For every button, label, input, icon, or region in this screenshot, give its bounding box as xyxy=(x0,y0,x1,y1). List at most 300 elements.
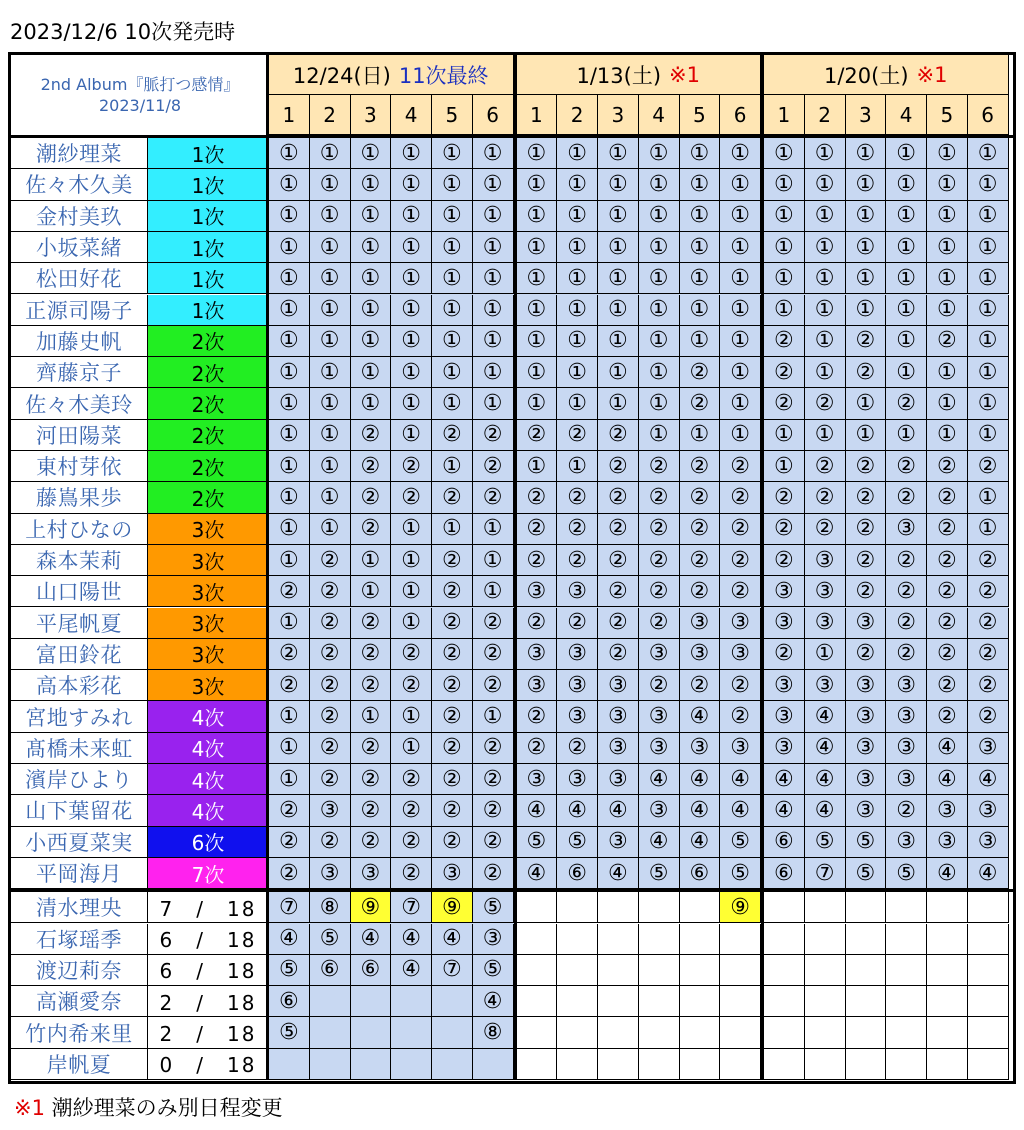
slot-value: ② xyxy=(269,670,310,701)
slot-value: ① xyxy=(391,576,432,607)
slot-value: ① xyxy=(764,451,805,482)
slot-value: ② xyxy=(720,482,761,513)
slot-value: ⑧ xyxy=(310,892,351,923)
slot-value: ① xyxy=(269,420,310,451)
slot-value: ③ xyxy=(764,576,805,607)
member-generation: 3次 xyxy=(148,514,269,545)
member-generation: 3次 xyxy=(148,608,269,639)
slot-value: ① xyxy=(927,420,968,451)
slot-value: ① xyxy=(720,357,761,388)
slot-value: ① xyxy=(639,201,680,232)
slot-value: ③ xyxy=(968,795,1009,826)
slot-value: ④ xyxy=(968,764,1009,795)
slot-value: ① xyxy=(351,263,392,294)
slot-value: ① xyxy=(269,169,310,200)
slot-value: ③ xyxy=(927,795,968,826)
slot-value: ② xyxy=(517,608,558,639)
slot-value: ② xyxy=(473,764,514,795)
slot-value: ① xyxy=(805,169,846,200)
slot-value: ② xyxy=(764,514,805,545)
slot-value xyxy=(680,924,721,955)
attendance-count: 7 / 18 xyxy=(148,892,269,923)
slot-value: ② xyxy=(805,514,846,545)
slot-value: ⑤ xyxy=(517,827,558,858)
slot-value: ④ xyxy=(639,764,680,795)
slot-value xyxy=(639,924,680,955)
slot-value xyxy=(639,1017,680,1048)
slot-value: ② xyxy=(639,576,680,607)
slot-value xyxy=(927,924,968,955)
slot-value: ① xyxy=(639,295,680,326)
slot-value: ③ xyxy=(517,576,558,607)
slot-value: ② xyxy=(927,576,968,607)
member-name: 藤嶌果歩 xyxy=(11,482,148,513)
slot-value: ③ xyxy=(720,608,761,639)
slot-value: ① xyxy=(517,232,558,263)
slot-value: ① xyxy=(557,169,598,200)
slot-value: ① xyxy=(517,263,558,294)
slot-value: ① xyxy=(310,482,351,513)
slot-value: ① xyxy=(432,357,473,388)
slot-value: ④ xyxy=(517,858,558,889)
slot-value: ① xyxy=(680,232,721,263)
slot-value: ② xyxy=(846,451,887,482)
slot-value xyxy=(680,955,721,986)
slot-value xyxy=(886,892,927,923)
slot-value: ① xyxy=(846,388,887,419)
slot-value: ② xyxy=(598,514,639,545)
slot-value: ② xyxy=(473,795,514,826)
slot-value: ③ xyxy=(886,670,927,701)
slot-value: ② xyxy=(391,795,432,826)
slot-value: ② xyxy=(432,795,473,826)
slot-value: ① xyxy=(720,232,761,263)
slot-value: ② xyxy=(432,608,473,639)
album-header xyxy=(11,55,269,135)
slot-value: ② xyxy=(391,858,432,889)
member-generation: 1次 xyxy=(148,138,269,169)
slot-value: ② xyxy=(886,576,927,607)
slot-value: ① xyxy=(927,263,968,294)
slot-value: ① xyxy=(598,232,639,263)
slot-value: ① xyxy=(968,138,1009,169)
slot-value: ② xyxy=(473,420,514,451)
slot-value xyxy=(764,955,805,986)
slot-value: ④ xyxy=(764,764,805,795)
slot-value: ① xyxy=(517,326,558,357)
slot-value: ② xyxy=(927,451,968,482)
slot-value: ① xyxy=(391,295,432,326)
slot-value xyxy=(764,986,805,1017)
slot-value: ② xyxy=(432,576,473,607)
slot-value: ③ xyxy=(473,924,514,955)
slot-value: ③ xyxy=(598,764,639,795)
slot-value: ① xyxy=(473,576,514,607)
slot-value: ① xyxy=(391,608,432,639)
slot-value: ② xyxy=(557,482,598,513)
slot-number: 1 xyxy=(517,95,558,135)
slot-value: ② xyxy=(846,482,887,513)
slot-value: ① xyxy=(432,388,473,419)
slot-value xyxy=(720,955,761,986)
slot-value: ② xyxy=(846,326,887,357)
slot-value: ① xyxy=(269,764,310,795)
slot-value: ⑥ xyxy=(351,955,392,986)
slot-value: ③ xyxy=(310,858,351,889)
slot-value: ① xyxy=(886,326,927,357)
slot-value: ⑤ xyxy=(269,955,310,986)
slot-value: ② xyxy=(432,639,473,670)
slot-number: 5 xyxy=(680,95,721,135)
slot-value: ① xyxy=(720,326,761,357)
slot-value: ② xyxy=(310,701,351,732)
slot-value xyxy=(517,1049,558,1080)
member-generation: 2次 xyxy=(148,326,269,357)
slot-value: ② xyxy=(351,639,392,670)
member-name: 正源司陽子 xyxy=(11,295,148,326)
slot-value xyxy=(764,924,805,955)
slot-number: 2 xyxy=(310,95,351,135)
slot-value: ④ xyxy=(598,858,639,889)
slot-value xyxy=(764,1017,805,1048)
member-generation: 4次 xyxy=(148,795,269,826)
slot-value: ② xyxy=(764,357,805,388)
slot-value: ② xyxy=(720,576,761,607)
slot-value: ① xyxy=(805,420,846,451)
slot-value xyxy=(680,892,721,923)
date-header xyxy=(517,55,762,95)
slot-value: ③ xyxy=(639,701,680,732)
slot-value: ① xyxy=(598,295,639,326)
member-name: 上村ひなの xyxy=(11,514,148,545)
slot-value: ③ xyxy=(805,545,846,576)
slot-value: ① xyxy=(598,169,639,200)
slot-value xyxy=(846,924,887,955)
slot-value: ② xyxy=(680,482,721,513)
slot-value: ② xyxy=(473,858,514,889)
slot-value: ① xyxy=(269,608,310,639)
member-name: 小坂菜緒 xyxy=(11,232,148,263)
slot-value: ⑥ xyxy=(269,986,310,1017)
member-name: 佐々木久美 xyxy=(11,169,148,200)
slot-value xyxy=(269,1049,310,1080)
slot-value: ① xyxy=(269,451,310,482)
member-generation: 3次 xyxy=(148,639,269,670)
date-label: 1/20(土) xyxy=(823,63,909,88)
slot-value: ① xyxy=(639,357,680,388)
slot-value: ① xyxy=(351,701,392,732)
slot-value: ① xyxy=(598,357,639,388)
slot-value: ① xyxy=(432,514,473,545)
slot-value: ① xyxy=(927,169,968,200)
slot-value: ⑥ xyxy=(310,955,351,986)
slot-value: ② xyxy=(886,482,927,513)
slot-value: ① xyxy=(846,232,887,263)
slot-value: ① xyxy=(805,263,846,294)
slot-value: ③ xyxy=(680,733,721,764)
slot-value: ② xyxy=(805,388,846,419)
slot-value: ① xyxy=(269,232,310,263)
slot-value: ① xyxy=(680,201,721,232)
attendance-count: 2 / 18 xyxy=(148,986,269,1017)
member-generation: 2次 xyxy=(148,482,269,513)
slot-value: ⑤ xyxy=(473,892,514,923)
slot-value: ② xyxy=(805,451,846,482)
slot-value: ② xyxy=(598,451,639,482)
slot-value: ③ xyxy=(886,764,927,795)
slot-value: ① xyxy=(351,576,392,607)
slot-value: ② xyxy=(517,701,558,732)
slot-value: ① xyxy=(557,232,598,263)
slot-value: ② xyxy=(310,733,351,764)
slot-value: ① xyxy=(720,201,761,232)
slot-value: ② xyxy=(846,639,887,670)
slot-value: ① xyxy=(598,201,639,232)
slot-value: ② xyxy=(269,858,310,889)
slot-value: ⑦ xyxy=(432,955,473,986)
slot-value xyxy=(805,892,846,923)
slot-value: ① xyxy=(805,138,846,169)
slot-value: ① xyxy=(269,138,310,169)
slot-value: ⑤ xyxy=(269,1017,310,1048)
slot-value: ② xyxy=(473,639,514,670)
slot-value: ② xyxy=(269,576,310,607)
slot-value: ② xyxy=(886,795,927,826)
slot-value xyxy=(846,892,887,923)
slot-value: ① xyxy=(680,326,721,357)
slot-value xyxy=(927,1017,968,1048)
slot-value: ② xyxy=(846,357,887,388)
member-generation: 3次 xyxy=(148,545,269,576)
slot-value: ① xyxy=(473,232,514,263)
slot-value: ① xyxy=(310,295,351,326)
member-name: 宮地すみれ xyxy=(11,701,148,732)
slot-value: ① xyxy=(269,545,310,576)
member-generation: 4次 xyxy=(148,733,269,764)
slot-value: ① xyxy=(846,169,887,200)
slot-value: ⑤ xyxy=(473,955,514,986)
slot-value xyxy=(720,1017,761,1048)
slot-value: ① xyxy=(517,451,558,482)
slot-value: ⑤ xyxy=(310,924,351,955)
slot-number: 4 xyxy=(886,95,927,135)
slot-value xyxy=(805,955,846,986)
slot-value: ② xyxy=(351,764,392,795)
slot-number: 1 xyxy=(764,95,805,135)
slot-value: ① xyxy=(639,420,680,451)
member-generation: 3次 xyxy=(148,670,269,701)
slot-value: ② xyxy=(680,670,721,701)
slot-value: ② xyxy=(351,608,392,639)
slot-value: ② xyxy=(968,670,1009,701)
slot-value xyxy=(886,1049,927,1080)
slot-value: ② xyxy=(269,795,310,826)
slot-value: ⑥ xyxy=(680,858,721,889)
slot-value xyxy=(968,892,1009,923)
slot-value: ① xyxy=(351,388,392,419)
slot-value: ① xyxy=(846,263,887,294)
slot-value: ② xyxy=(927,639,968,670)
slot-value xyxy=(517,1017,558,1048)
slot-value: ① xyxy=(968,232,1009,263)
slot-value: ③ xyxy=(846,608,887,639)
member-name: 森本茉莉 xyxy=(11,545,148,576)
slot-value xyxy=(764,1049,805,1080)
slot-value: ⑥ xyxy=(764,827,805,858)
member-generation: 4次 xyxy=(148,701,269,732)
slot-value: ① xyxy=(269,701,310,732)
slot-value: ① xyxy=(720,263,761,294)
slot-value: ① xyxy=(351,169,392,200)
slot-value: ① xyxy=(805,357,846,388)
slot-value: ① xyxy=(391,357,432,388)
slot-value: ④ xyxy=(805,764,846,795)
slot-value: ① xyxy=(391,326,432,357)
slot-value: ④ xyxy=(680,701,721,732)
slot-value: ① xyxy=(680,263,721,294)
slot-value: ① xyxy=(391,733,432,764)
page-title: 2023/12/6 10次発売時 xyxy=(10,20,236,44)
member-name: 高本彩花 xyxy=(11,670,148,701)
slot-value: ① xyxy=(432,263,473,294)
slot-value: ① xyxy=(764,201,805,232)
slot-value: ② xyxy=(720,545,761,576)
slot-value xyxy=(846,955,887,986)
slot-value xyxy=(557,892,598,923)
slot-value: ④ xyxy=(269,924,310,955)
slot-value: ② xyxy=(432,827,473,858)
slot-value: ① xyxy=(557,326,598,357)
footnote-text: 潮紗理菜のみ別日程変更 xyxy=(44,1096,283,1120)
slot-value: ⑤ xyxy=(720,827,761,858)
member-name: 河田陽菜 xyxy=(11,420,148,451)
slot-value xyxy=(598,924,639,955)
slot-value: ③ xyxy=(805,608,846,639)
slot-value xyxy=(598,1049,639,1080)
member-name: 山口陽世 xyxy=(11,576,148,607)
slot-value xyxy=(846,1049,887,1080)
date-note: ※1 xyxy=(916,62,948,87)
slot-value: ② xyxy=(886,608,927,639)
member-name: 小西夏菜実 xyxy=(11,827,148,858)
slot-value xyxy=(720,1049,761,1080)
slot-value: ④ xyxy=(391,955,432,986)
slot-value: ④ xyxy=(391,924,432,955)
slot-value: ① xyxy=(764,169,805,200)
slot-value: ① xyxy=(432,232,473,263)
slot-value: ① xyxy=(351,357,392,388)
slot-value: ① xyxy=(269,733,310,764)
slot-value xyxy=(598,892,639,923)
slot-value: ④ xyxy=(680,764,721,795)
slot-value: ② xyxy=(351,795,392,826)
slot-value: ② xyxy=(680,514,721,545)
slot-value xyxy=(805,986,846,1017)
slot-value: ② xyxy=(639,545,680,576)
slot-value: ① xyxy=(927,357,968,388)
slot-value: ② xyxy=(517,545,558,576)
slot-value: ① xyxy=(805,326,846,357)
slot-number: 6 xyxy=(720,95,761,135)
slot-value xyxy=(391,986,432,1017)
slot-value: ① xyxy=(764,263,805,294)
member-name: 山下葉留花 xyxy=(11,795,148,826)
slot-value: ① xyxy=(517,295,558,326)
slot-value: ② xyxy=(680,388,721,419)
slot-value: ③ xyxy=(557,764,598,795)
slot-value: ① xyxy=(639,326,680,357)
slot-value: ③ xyxy=(598,733,639,764)
slot-value: ① xyxy=(391,263,432,294)
slot-value: ② xyxy=(639,482,680,513)
slot-value: ① xyxy=(680,295,721,326)
member-name: 松田好花 xyxy=(11,263,148,294)
slot-value: ① xyxy=(351,232,392,263)
slot-value: ④ xyxy=(927,733,968,764)
slot-value: ② xyxy=(557,514,598,545)
slot-value: ② xyxy=(846,545,887,576)
slot-value xyxy=(557,1017,598,1048)
member-generation: 2次 xyxy=(148,451,269,482)
slot-number: 2 xyxy=(805,95,846,135)
slot-value: ② xyxy=(968,576,1009,607)
slot-value: ① xyxy=(927,388,968,419)
slot-value: ① xyxy=(680,138,721,169)
slot-value: ② xyxy=(432,733,473,764)
slot-value: ① xyxy=(557,201,598,232)
slot-value xyxy=(805,1049,846,1080)
slot-value xyxy=(517,986,558,1017)
slot-value: ② xyxy=(968,451,1009,482)
slot-value: ② xyxy=(764,545,805,576)
member-name: 濱岸ひより xyxy=(11,764,148,795)
slot-value: ① xyxy=(391,232,432,263)
slot-value: ① xyxy=(886,295,927,326)
slot-value: ① xyxy=(391,201,432,232)
slot-value: ① xyxy=(391,138,432,169)
slot-value: ① xyxy=(927,138,968,169)
slot-value xyxy=(557,924,598,955)
slot-value: ③ xyxy=(764,670,805,701)
slot-value: ③ xyxy=(680,639,721,670)
slot-value: ① xyxy=(680,169,721,200)
slot-value: ① xyxy=(310,357,351,388)
member-name: 清水理央 xyxy=(11,892,148,923)
slot-value xyxy=(680,1017,721,1048)
slot-value: ① xyxy=(269,482,310,513)
slot-value: ② xyxy=(886,451,927,482)
slot-value: ④ xyxy=(639,827,680,858)
slot-value: ③ xyxy=(598,701,639,732)
slot-value xyxy=(927,892,968,923)
slot-value: ⑤ xyxy=(846,827,887,858)
slot-value: ① xyxy=(269,201,310,232)
slot-value: ② xyxy=(432,764,473,795)
section-divider xyxy=(11,889,1013,892)
slot-value: ⑦ xyxy=(391,892,432,923)
slot-value: ① xyxy=(557,451,598,482)
slot-value xyxy=(351,1049,392,1080)
slot-value: ① xyxy=(351,201,392,232)
slot-value xyxy=(639,955,680,986)
slot-number: 3 xyxy=(846,95,887,135)
slot-value: ④ xyxy=(720,764,761,795)
slot-value: ① xyxy=(720,138,761,169)
slot-value: ② xyxy=(720,451,761,482)
slot-value: ② xyxy=(639,608,680,639)
member-name: 竹内希来里 xyxy=(11,1017,148,1048)
slot-value: ③ xyxy=(639,733,680,764)
